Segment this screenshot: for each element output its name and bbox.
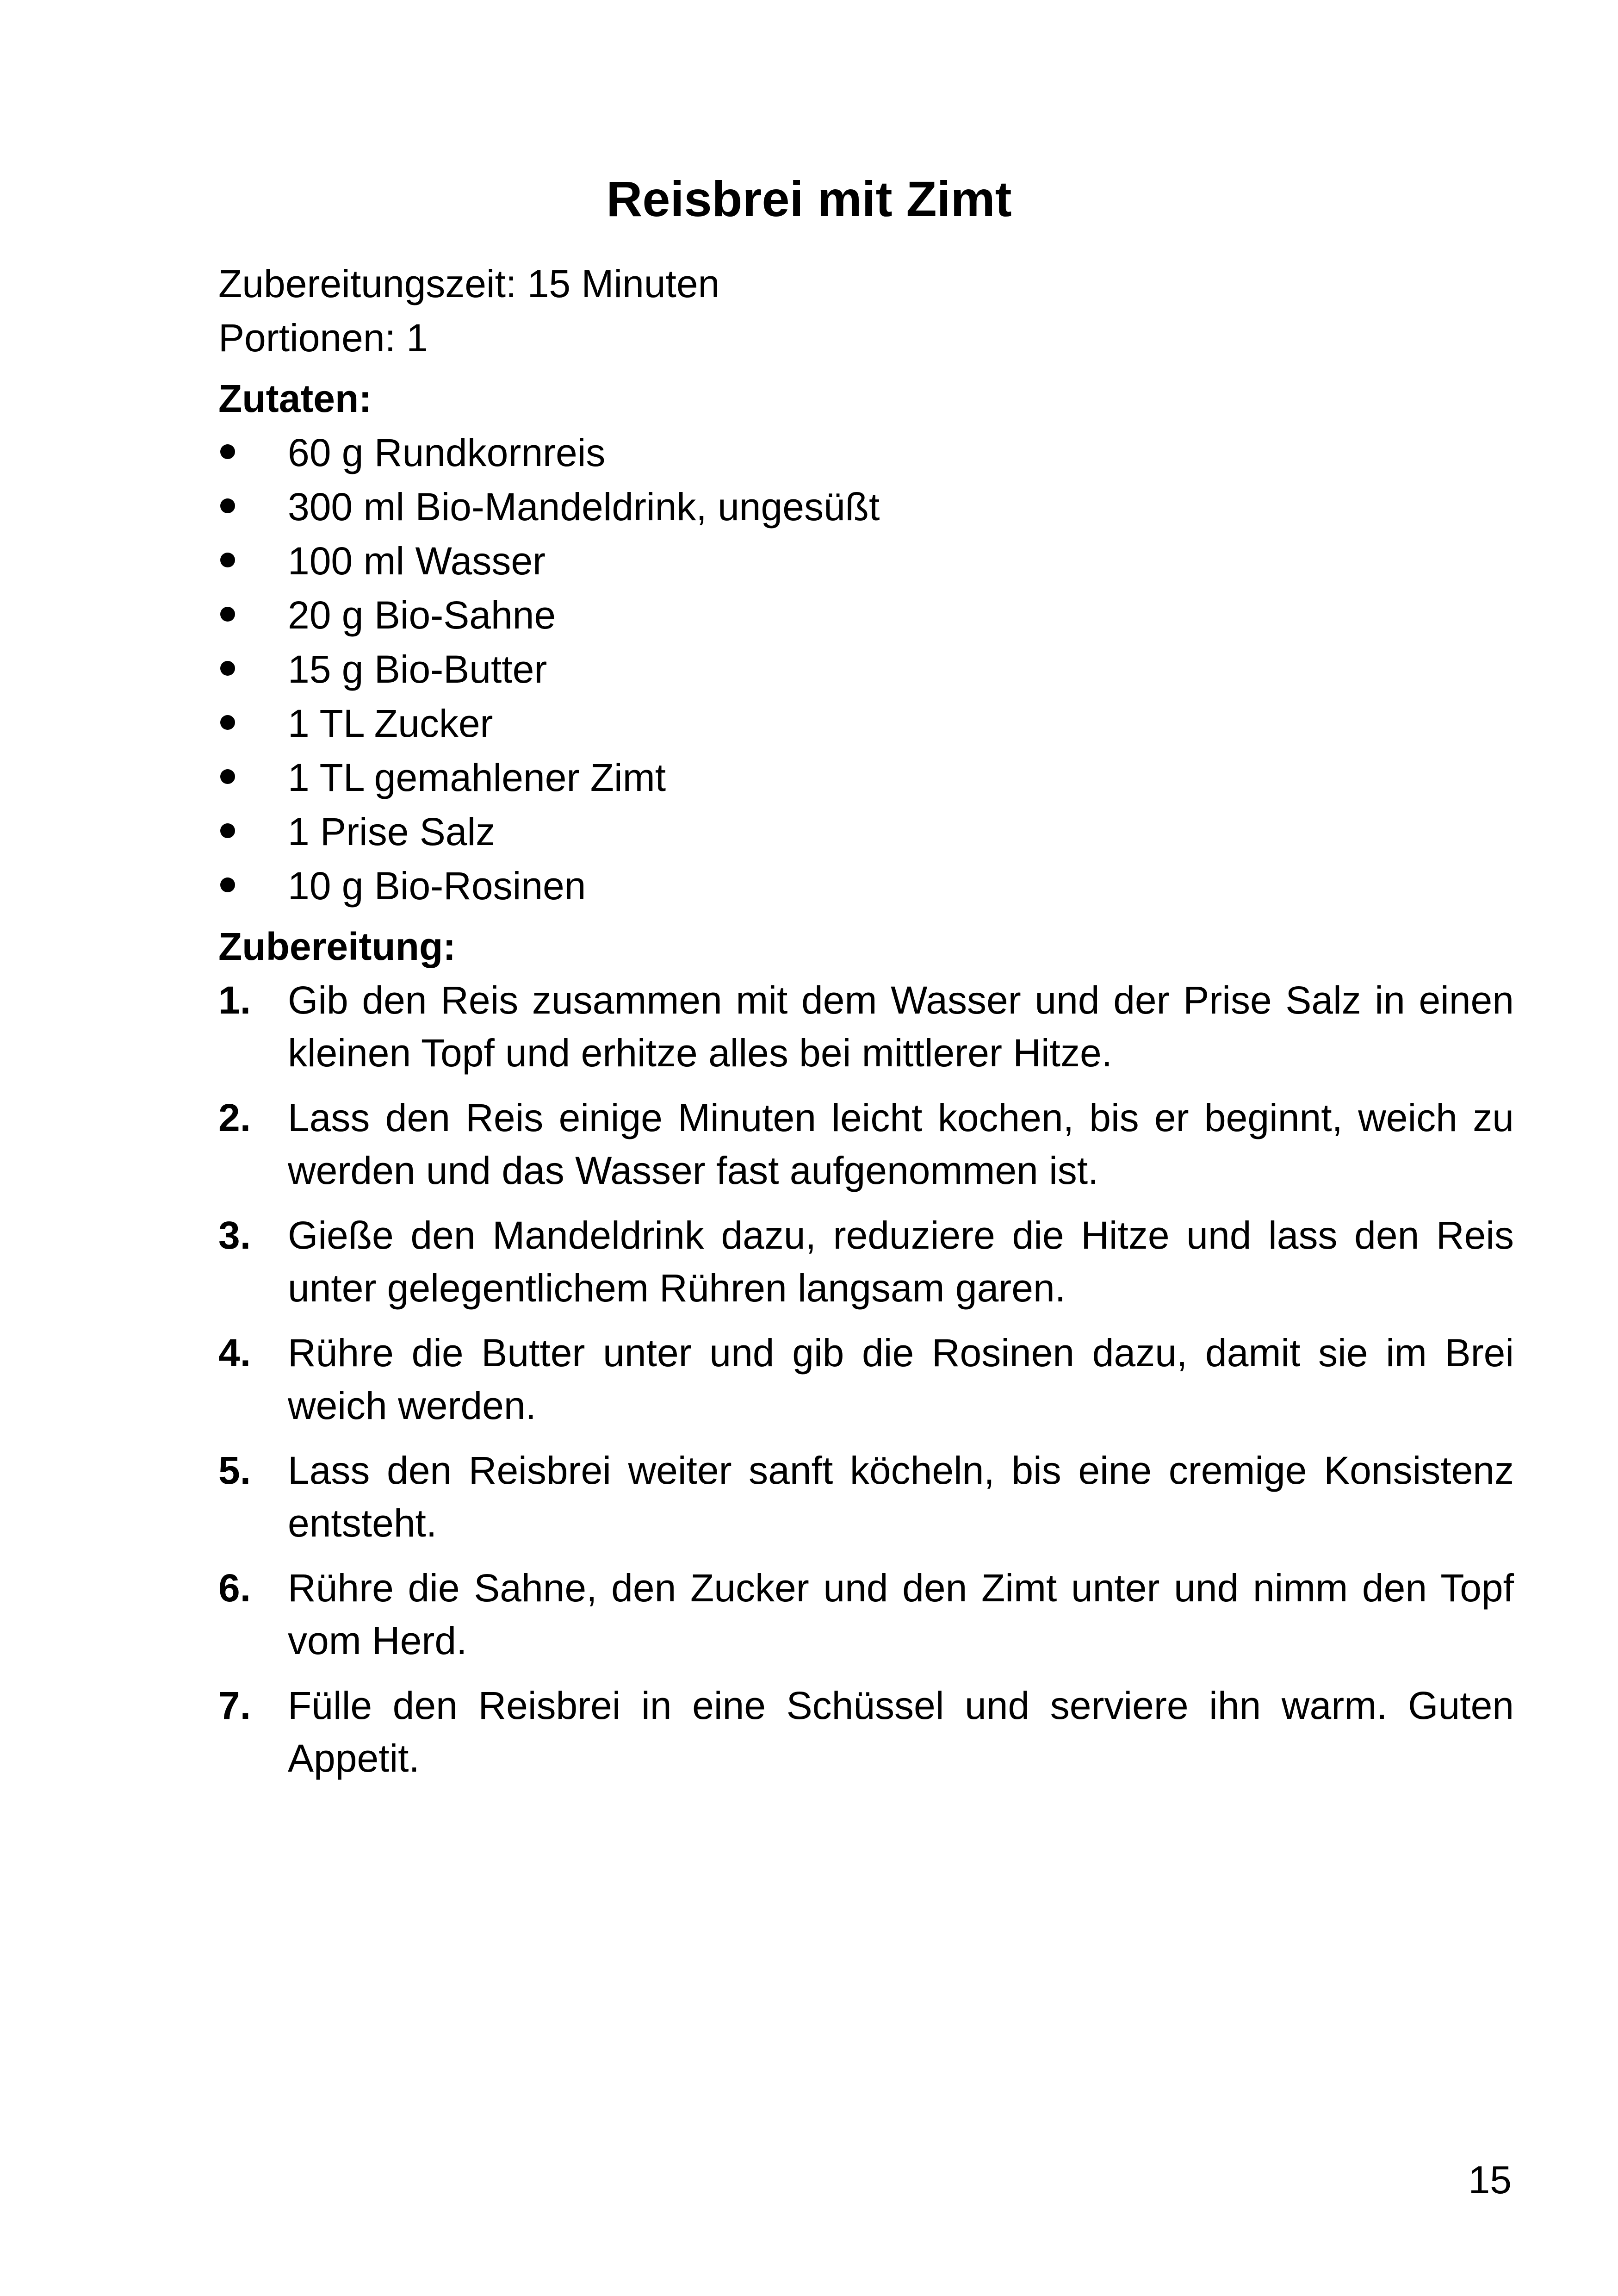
ingredients-list [218,426,1514,913]
bullet-icon [220,498,235,513]
recipe-content [218,257,1514,1797]
step-text: Rühre die Sahne, den Zucker und den Zimt unter und nimm den Topf vom Herd. [288,1566,1514,1662]
bullet-icon [220,661,235,676]
step-number: 4. [218,1331,251,1375]
step-text: Fülle den Reisbrei in eine Schüssel und serviere ihn warm. Guten Appetit. [288,1684,1514,1780]
step-number: 1. [218,978,251,1022]
bullet-icon [220,607,235,622]
step-text: Lass den Reis einige Minuten leicht kochen, bis er beginnt, weich zu werden und das Wasser fast aufgenommen ist. [288,1096,1514,1192]
ingredient-text: 300 ml Bio-Mandeldrink, ungesüßt [288,485,880,529]
bullet-icon [220,444,235,459]
bullet-icon [220,823,235,838]
ingredient-item [218,426,1514,480]
ingredient-text: 1 Prise Salz [288,810,496,853]
bullet-icon [220,877,235,892]
ingredient-text: 100 ml Wasser [288,539,546,583]
step-item [218,1562,1514,1667]
step-text: Lass den Reisbrei weiter sanft köcheln, bis eine cremige Konsistenz entsteht. [288,1449,1514,1545]
ingredient-item [218,805,1514,859]
servings: Portionen: 1 [218,316,428,360]
ingredient-text: 15 g Bio-Butter [288,647,547,691]
step-text: Gieße den Mandeldrink dazu, reduziere die Hitze und lass den Reis unter gelegentlichem Rühren langsam garen. [288,1213,1514,1310]
bullet-icon [220,553,235,567]
ingredient-text: 60 g Rundkornreis [288,431,606,474]
ingredient-item [218,534,1514,588]
step-number: 5. [218,1449,251,1492]
recipe-title: Reisbrei mit Zimt [606,171,1012,227]
step-item [218,1444,1514,1549]
ingredient-text: 1 TL Zucker [288,702,493,745]
ingredient-text: 10 g Bio-Rosinen [288,864,586,908]
step-item [218,1091,1514,1197]
page-number: 15 [1468,2158,1512,2202]
bullet-icon [220,715,235,730]
ingredient-item [218,751,1514,805]
ingredient-item [218,642,1514,697]
ingredients-heading: Zutaten: [218,377,372,420]
ingredient-item [218,697,1514,751]
step-text: Rühre die Butter unter und gib die Rosinen dazu, damit sie im Brei weich werden. [288,1331,1514,1427]
ingredient-text: 20 g Bio-Sahne [288,593,556,637]
step-item [218,1326,1514,1432]
step-number: 7. [218,1684,251,1727]
preparation-steps [218,974,1514,1785]
step-number: 3. [218,1213,251,1257]
preparation-heading: Zubereitung: [218,925,456,968]
bullet-icon [220,769,235,784]
step-item [218,1209,1514,1314]
ingredient-item [218,859,1514,913]
step-item [218,974,1514,1079]
ingredient-text: 1 TL gemahlener Zimt [288,756,666,799]
step-text: Gib den Reis zusammen mit dem Wasser und der Prise Salz in einen kleinen Topf und erhitze alles bei mittlerer Hitze. [288,978,1514,1075]
step-number: 6. [218,1566,251,1610]
step-item [218,1679,1514,1785]
prep-time: Zubereitungszeit: 15 Minuten [218,262,720,305]
ingredient-item [218,480,1514,534]
ingredient-item [218,588,1514,642]
step-number: 2. [218,1096,251,1139]
